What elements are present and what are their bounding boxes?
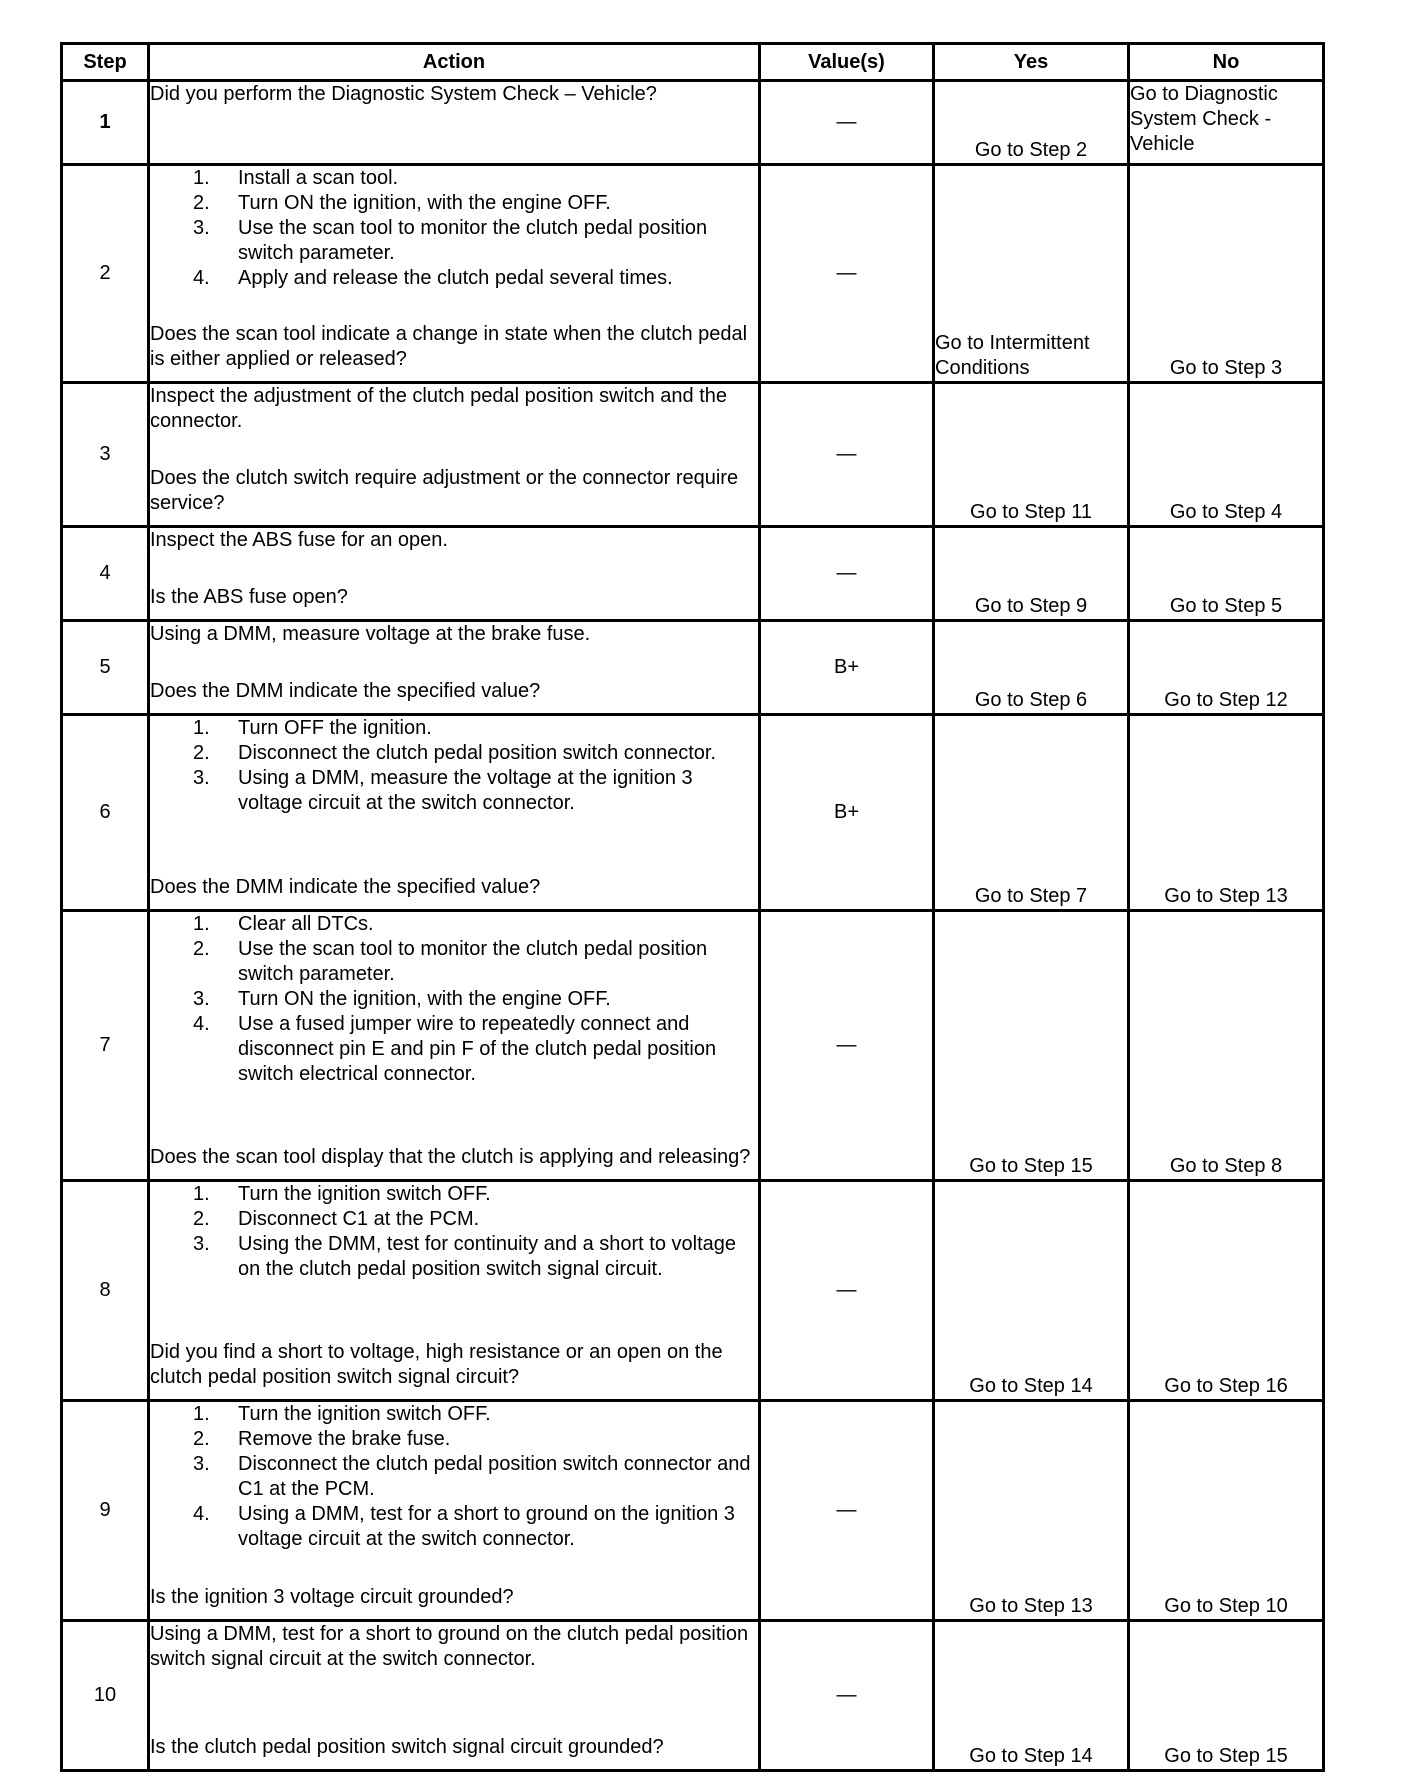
action-steps-list: [150, 1182, 758, 1282]
table-row: [62, 1181, 1324, 1401]
table-row: [62, 621, 1324, 715]
action-intro: Using a DMM, test for a short to ground on the clutch pedal position switch signal circuit at the switch connector.: [150, 1623, 749, 1670]
list-item: [193, 1012, 758, 1087]
table-row: [62, 527, 1324, 621]
list-item-number: 1.: [193, 1183, 210, 1205]
action-intro: Inspect the ABS fuse for an open.: [150, 529, 448, 551]
list-item-number: 2.: [193, 1428, 210, 1450]
list-item-text: Disconnect C1 at the PCM.: [238, 1208, 480, 1230]
value-cell: —: [760, 1181, 934, 1401]
table-row: [62, 165, 1324, 383]
list-item: [193, 987, 758, 1012]
list-item-text: Turn the ignition switch OFF.: [238, 1183, 491, 1205]
no-cell: Go to Step 3: [1129, 165, 1324, 383]
no-cell: Go to Step 15: [1129, 1621, 1324, 1771]
action-intro: Did you perform the Diagnostic System Check – Vehicle?: [150, 83, 657, 105]
list-item-number: 3.: [193, 1453, 210, 1475]
action-question: Is the clutch pedal position switch signal circuit grounded?: [150, 1736, 664, 1758]
list-item-text: Using the DMM, test for continuity and a short to voltage on the clutch pedal position switch signal circuit.: [238, 1233, 737, 1280]
action-cell: [149, 621, 760, 715]
value-cell: —: [760, 383, 934, 527]
list-item-text: Use the scan tool to monitor the clutch pedal position switch parameter.: [238, 217, 708, 264]
yes-cell: Go to Step 7: [934, 715, 1129, 911]
yes-cell: Go to Intermittent Conditions: [934, 165, 1129, 383]
table-body: [62, 81, 1324, 1771]
diagnostic-table: [60, 42, 1325, 1772]
yes-cell: Go to Step 2: [934, 81, 1129, 165]
step-number: 5: [62, 621, 149, 715]
step-number: 2: [62, 165, 149, 383]
action-steps-list: [150, 1402, 758, 1552]
table-row: [62, 383, 1324, 527]
list-item-number: 3.: [193, 217, 210, 239]
action-question: Does the DMM indicate the specified value?: [150, 876, 541, 898]
yes-cell: Go to Step 14: [934, 1621, 1129, 1771]
list-item-number: 3.: [193, 767, 210, 789]
value-cell: B+: [760, 715, 934, 911]
action-question: Does the clutch switch require adjustment or the connector require service?: [150, 467, 739, 514]
list-item: [193, 1232, 758, 1282]
list-item-text: Disconnect the clutch pedal position switch connector and C1 at the PCM.: [238, 1453, 751, 1500]
list-item-number: 4.: [193, 267, 210, 289]
list-item-number: 2.: [193, 1208, 210, 1230]
step-number: 7: [62, 911, 149, 1181]
list-item-number: 1.: [193, 167, 210, 189]
no-cell: Go to Step 5: [1129, 527, 1324, 621]
list-item: [193, 741, 758, 766]
list-item-text: Turn the ignition switch OFF.: [238, 1403, 491, 1425]
list-item: [193, 1502, 758, 1552]
list-item: [193, 716, 758, 741]
action-question: Is the ABS fuse open?: [150, 586, 348, 608]
step-number: 3: [62, 383, 149, 527]
table-row: [62, 1621, 1324, 1771]
no-cell: Go to Diagnostic System Check - Vehicle: [1129, 81, 1324, 165]
action-question: Does the scan tool indicate a change in state when the clutch pedal is either applied or released?: [150, 323, 748, 370]
table-row: [62, 715, 1324, 911]
action-cell: [149, 715, 760, 911]
action-steps-list: [150, 716, 758, 816]
header-no: No: [1129, 44, 1324, 81]
yes-cell: Go to Step 11: [934, 383, 1129, 527]
no-cell: Go to Step 8: [1129, 911, 1324, 1181]
value-cell: —: [760, 81, 934, 165]
yes-cell: Go to Step 13: [934, 1401, 1129, 1621]
action-question: Is the ignition 3 voltage circuit grounded?: [150, 1586, 514, 1608]
list-item: [193, 191, 758, 216]
header-row: [62, 44, 1324, 81]
value-cell: —: [760, 527, 934, 621]
list-item-number: 2.: [193, 938, 210, 960]
no-cell: Go to Step 16: [1129, 1181, 1324, 1401]
value-cell: —: [760, 165, 934, 383]
list-item: [193, 1427, 758, 1452]
list-item-number: 2.: [193, 742, 210, 764]
list-item-text: Remove the brake fuse.: [238, 1428, 451, 1450]
no-cell: Go to Step 12: [1129, 621, 1324, 715]
list-item: [193, 766, 758, 816]
table-row: [62, 1401, 1324, 1621]
step-number: 8: [62, 1181, 149, 1401]
no-cell: Go to Step 13: [1129, 715, 1324, 911]
header-value: Value(s): [760, 44, 934, 81]
list-item-text: Apply and release the clutch pedal several times.: [238, 267, 673, 289]
yes-cell: Go to Step 6: [934, 621, 1129, 715]
list-item: [193, 1207, 758, 1232]
list-item-number: 1.: [193, 1403, 210, 1425]
list-item-text: Use a fused jumper wire to repeatedly connect and disconnect pin E and pin F of the clutch pedal position switch electrical connector.: [238, 1013, 717, 1085]
step-number: 10: [62, 1621, 149, 1771]
table-row: [62, 81, 1324, 165]
value-cell: B+: [760, 621, 934, 715]
step-number: 6: [62, 715, 149, 911]
action-cell: [149, 1401, 760, 1621]
action-question: Does the scan tool display that the clutch is applying and releasing?: [150, 1146, 751, 1168]
list-item: [193, 937, 758, 987]
list-item-text: Clear all DTCs.: [238, 913, 374, 935]
header-action: Action: [149, 44, 760, 81]
list-item-number: 4.: [193, 1503, 210, 1525]
list-item-text: Using a DMM, test for a short to ground on the ignition 3 voltage circuit at the switch connector.: [238, 1503, 735, 1550]
value-cell: —: [760, 1401, 934, 1621]
list-item-number: 4.: [193, 1013, 210, 1035]
step-number: 1: [62, 81, 149, 165]
header-step: Step: [62, 44, 149, 81]
action-cell: [149, 527, 760, 621]
yes-cell: Go to Step 9: [934, 527, 1129, 621]
list-item-number: 3.: [193, 988, 210, 1010]
list-item: [193, 266, 758, 291]
action-steps-list: [150, 912, 758, 1087]
list-item-number: 2.: [193, 192, 210, 214]
list-item-text: Install a scan tool.: [238, 167, 399, 189]
list-item-text: Turn ON the ignition, with the engine OFF.: [238, 192, 611, 214]
action-cell: [149, 1621, 760, 1771]
yes-cell: Go to Step 15: [934, 911, 1129, 1181]
action-cell: [149, 383, 760, 527]
list-item-text: Turn OFF the ignition.: [238, 717, 432, 739]
action-cell: [149, 1181, 760, 1401]
action-intro: Inspect the adjustment of the clutch pedal position switch and the connector.: [150, 385, 728, 432]
list-item-text: Use the scan tool to monitor the clutch pedal position switch parameter.: [238, 938, 708, 985]
no-cell: Go to Step 10: [1129, 1401, 1324, 1621]
list-item: [193, 216, 758, 266]
no-cell: Go to Step 4: [1129, 383, 1324, 527]
action-steps-list: [150, 166, 758, 291]
action-question: Does the DMM indicate the specified value?: [150, 680, 541, 702]
action-cell: [149, 911, 760, 1181]
list-item-text: Disconnect the clutch pedal position switch connector.: [238, 742, 717, 764]
value-cell: —: [760, 1621, 934, 1771]
list-item: [193, 1182, 758, 1207]
list-item: [193, 1452, 758, 1502]
list-item: [193, 166, 758, 191]
list-item-number: 1.: [193, 717, 210, 739]
value-cell: —: [760, 911, 934, 1181]
list-item: [193, 1402, 758, 1427]
header-yes: Yes: [934, 44, 1129, 81]
list-item-text: Turn ON the ignition, with the engine OFF.: [238, 988, 611, 1010]
yes-cell: Go to Step 14: [934, 1181, 1129, 1401]
action-intro: Using a DMM, measure voltage at the brake fuse.: [150, 623, 591, 645]
step-number: 4: [62, 527, 149, 621]
list-item-number: 3.: [193, 1233, 210, 1255]
action-cell: [149, 165, 760, 383]
list-item-text: Using a DMM, measure the voltage at the ignition 3 voltage circuit at the switch connector.: [238, 767, 693, 814]
list-item: [193, 912, 758, 937]
action-question: Did you find a short to voltage, high resistance or an open on the clutch pedal position switch signal circuit?: [150, 1341, 723, 1388]
step-number: 9: [62, 1401, 149, 1621]
action-cell: [149, 81, 760, 165]
list-item-number: 1.: [193, 913, 210, 935]
table-row: [62, 911, 1324, 1181]
